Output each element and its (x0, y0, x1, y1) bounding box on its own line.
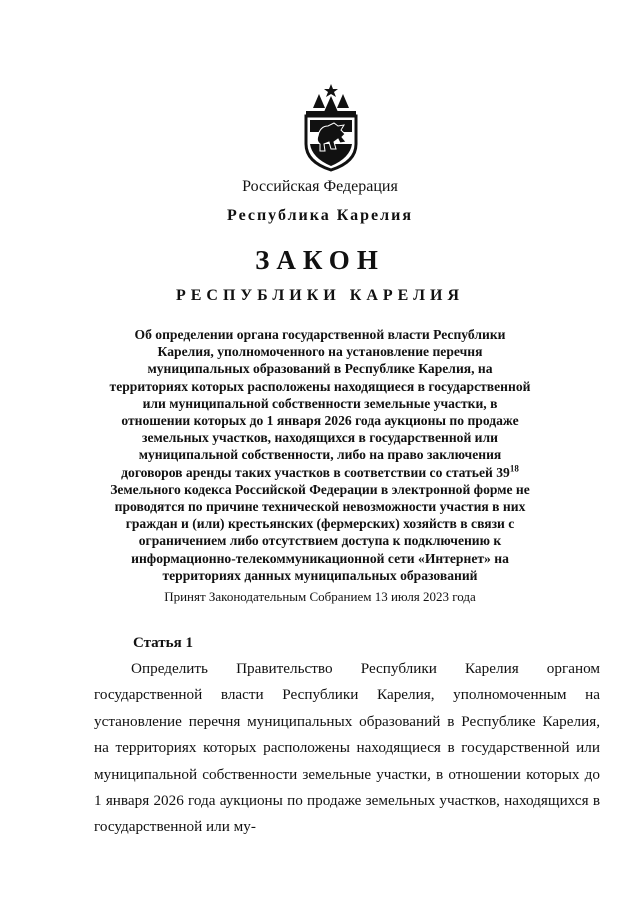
article-body: Определить Правительство Республики Карелия органом государственной власти Республики Карелия, уполномоченным на установление перечня муниципальных образований в Республике Карелия, на территориях которых расположены находящиеся в государственной или муниципальной собственности земельные участки, в отношении которых до 1 января 2026 года аукционы по продаже земельных участков, находящихся в государственной или му- (94, 660, 600, 836)
karelia-coat-of-arms-icon (298, 82, 364, 172)
law-heading (108, 326, 532, 584)
country-name: Российская Федерация (242, 178, 398, 195)
adoption-date: Принят Законодательным Собранием 13 июля 2023 года (164, 589, 476, 604)
law-subtitle: РЕСПУБЛИКИ КАРЕЛИЯ (175, 287, 465, 304)
law-heading-superscript: 18 (509, 463, 519, 474)
republic-name: Республика Карелия (227, 207, 413, 224)
article-title: Статья 1 (133, 635, 193, 651)
law-title: ЗАКОН (255, 245, 385, 275)
law-heading-part2: Земельного кодекса Российской Федерации в электронной форме не проводятся по причине технической невозможности участия в них граждан и (или) крестьянских (фермерских) хозяйств в связи с ограничением либо отсутствием доступа к подключению к информационно-телекоммуникационной сети «Интернет» на территориях данных муниципальных образований (110, 481, 530, 583)
law-heading-part1: Об определении органа государственной власти Республики Карелия, уполномоченного на установление перечня муниципальных образований в Республике Карелия, на территориях которых расположены находящиеся в государственной или муниципальной собственности земельные участки, в отношении которых до 1 января 2026 года аукционы по продаже земельных участков, находящихся в государственной или муниципальной собственности, либо на право заключения договоров аренды таких участков в соответствии со статьей 39 (109, 327, 531, 480)
